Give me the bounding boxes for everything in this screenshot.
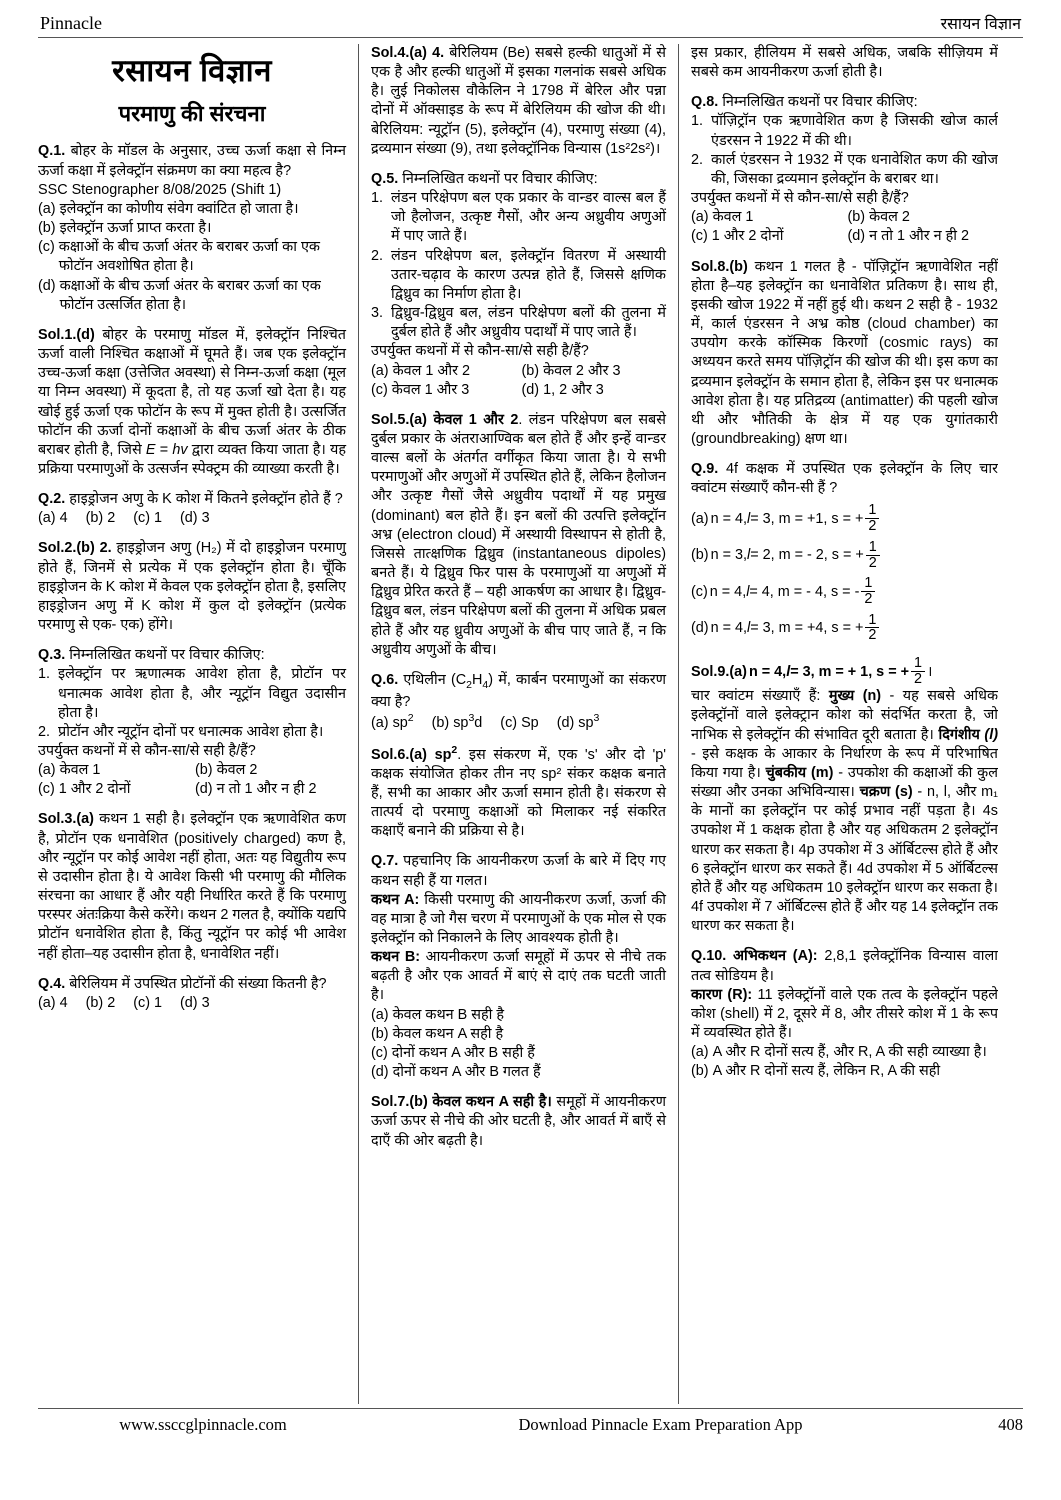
question-8-label: Q.8. xyxy=(691,94,719,111)
option-text: कक्षाओं के बीच ऊर्जा अंतर के बराबर ऊर्जा का एक फोटॉन उत्सर्जित होता है। xyxy=(59,277,321,313)
solution-2-answer: 2. xyxy=(99,540,112,557)
quantum-l-symbol: (l) xyxy=(984,726,998,743)
continued-paragraph: इस प्रकार, हीलियम में सबसे अधिक, जबकि सीज़ियम में सबसे कम आयनीकरण ऊर्जा होती है। xyxy=(691,45,998,81)
option-label: (d) xyxy=(691,620,709,637)
option-label: (d) xyxy=(371,1064,389,1081)
option-text-mid: = 3, m = +4, s = + xyxy=(750,620,864,637)
statement-number: 2. xyxy=(691,151,704,168)
option-text: केवल 2 xyxy=(216,762,258,779)
option-label: (c) xyxy=(691,228,708,245)
question-7 xyxy=(371,852,666,890)
question-4-label: Q.4. xyxy=(38,975,66,992)
statement-item xyxy=(38,723,346,742)
option-superscript: 2 xyxy=(407,711,414,724)
option-text-mid: = 3, m = +1, s = + xyxy=(750,511,864,528)
statement-item xyxy=(38,665,346,722)
option-label: (a) xyxy=(371,1006,389,1023)
question-10 xyxy=(691,947,998,985)
solution-9-t4: - n, l, और m₁ के मानों का इलेक्ट्रॉन पर कोई प्रभाव नहीं पड़ता है। 4s उपकोश में 1 कक्षक होता है और यह अधिकतम 2 इलेक्ट्रॉन धारण कर सकता है। 4p उपकोश में 3 ऑर्बिटल्स होते हैं और 6 इलेक्ट्रॉन धारण कर सकते हैं। 4d उपकोश में 5 ऑर्बिटल्स होते हैं और यह अधिकतम 10 इलेक्ट्रॉन धारण कर सकता है। 4f उपकोश में 7 ऑर्बिटल्स होते हैं और यह 14 इलेक्ट्रॉन तक धारण कर सकता है। xyxy=(691,784,998,935)
statement-text: लंडन परिक्षेपण बल, इलेक्ट्रॉन वितरण में अस्थायी उतार-चढ़ाव के कारण उत्पन्न होते हैं, जिससे क्षणिक द्विध्रुव का निर्माण होता है। xyxy=(391,247,666,302)
question-4-text: बेरिलियम में उपस्थित प्रोटॉनों की संख्या कितनी है? xyxy=(69,975,327,992)
fraction-numerator: 1 xyxy=(865,613,879,629)
option-text-pre: n = 4, xyxy=(710,620,747,637)
option-label: (c) xyxy=(500,714,518,731)
statement-number: 3. xyxy=(371,305,384,322)
option-row[interactable] xyxy=(180,994,210,1013)
quantum-number-spin: चक्रण (s) xyxy=(859,784,913,801)
solution-6-label: Sol.6.(a) xyxy=(371,746,427,763)
option-label: (b) xyxy=(847,209,866,226)
question-2-options xyxy=(38,509,346,528)
option-row[interactable] xyxy=(691,208,842,227)
question-8-statements xyxy=(691,112,998,189)
question-6-text-c: ) में, कार्बन परमाणुओं का संकरण क्या है? xyxy=(371,671,666,710)
option-text: 3 xyxy=(201,994,210,1011)
option-label: (b) xyxy=(431,714,450,731)
solution-6-answer: sp xyxy=(434,746,452,763)
solution-3-text: कथन 1 सही है। इलेक्ट्रॉन एक ऋणावेशित कण है, प्रोटॉन एक धनावेशित (positively charged) कण है, और न्यूट्रॉन पर कोई आवेश नहीं होता, अतः यह विद्युतीय रूप से उदासीन होता है। ये आवेश किसी भी परमाणु की मौलिक संरचना का आधार हैं और यही निर्धारित करते हैं कि परमाणु परस्पर अंतःक्रिया कैसे करेंगे। कथन 2 गलत है, क्योंकि यद्यपि प्रोटॉन धनावेशित होता है, किंतु न्यूट्रॉन पर कोई भी आवेश नहीं होता–यह उदासीन होता है, धनावेशित नहीं। xyxy=(38,811,346,962)
option-row[interactable] xyxy=(432,712,483,733)
solution-7 xyxy=(371,1093,666,1150)
option-label: (a) xyxy=(38,762,56,779)
fraction-numerator: 1 xyxy=(866,540,880,556)
formula-subscript: 2 xyxy=(466,678,472,691)
option-text: केवल कथन A सही है xyxy=(392,1025,504,1042)
statement-item xyxy=(371,247,666,304)
header-divider xyxy=(38,37,1023,38)
reason-text: 11 इलेक्ट्रॉनों वाले एक तत्व के इलेक्ट्रॉन पहले कोश (shell) में 2, दूसरे में 8, और तीसरे कोश में 1 के रूप में व्यवस्थित होते हैं। xyxy=(691,986,998,1041)
solution-8-label: Sol.8.(b) xyxy=(691,258,748,275)
solution-6 xyxy=(371,744,666,842)
running-head-left: Pinnacle xyxy=(40,13,102,33)
option-label: (d) xyxy=(556,714,575,731)
statement-a xyxy=(371,891,666,948)
option-text: कक्षाओं के बीच ऊर्जा अंतर के बराबर ऊर्जा का एक फोटॉन अवशोषित होता है। xyxy=(58,239,320,275)
option-row[interactable] xyxy=(38,238,346,276)
page-subtitle: परमाणु की संरचना xyxy=(118,101,266,127)
option-row[interactable] xyxy=(691,611,998,644)
statement-item xyxy=(371,189,666,246)
fraction-denominator: 2 xyxy=(914,670,923,687)
fraction-numerator: 1 xyxy=(861,576,875,592)
option-label: (a) xyxy=(38,510,56,527)
option-label: (b) xyxy=(371,1025,389,1042)
fraction-denominator: 2 xyxy=(868,627,877,644)
solution-9-pre: n = 4, xyxy=(748,663,787,680)
statement-number: 1. xyxy=(371,190,384,207)
question-7-label: Q.7. xyxy=(371,853,399,870)
solution-1-part2: द्वारा व्यक्त किया जाता है। यह प्रक्रिया परमाणुओं के उत्सर्जन स्पेक्ट्रम की व्याख्या करती है। xyxy=(38,441,346,477)
option-label: (c) xyxy=(371,381,388,398)
option-label: (d) xyxy=(180,510,198,527)
assertion-label: अभिकथन (A): xyxy=(732,948,818,965)
option-label: (b) xyxy=(85,510,104,527)
statement-text: पॉज़िट्रॉन एक ऋणावेशित कण है जिसकी खोज कार्ल एंडरसन ने 1922 में की थी। xyxy=(711,113,998,149)
question-1 xyxy=(38,142,346,180)
question-9-text: 4f कक्षक में उपस्थित एक इलेक्ट्रॉन के लिए चार क्वांटम संख्याएँ कौन-सी हैं ? xyxy=(691,461,998,497)
question-6-text-a: एथिलीन (C xyxy=(403,671,467,688)
solution-2 xyxy=(38,539,346,635)
option-text: Sp xyxy=(521,714,539,731)
option-row[interactable] xyxy=(371,1063,666,1082)
option-label: (b) xyxy=(85,994,104,1011)
running-head-right: रसायन विज्ञान xyxy=(940,16,1021,33)
option-label: (c) xyxy=(38,781,55,798)
solution-7-answer: केवल कथन A सही है। xyxy=(432,1094,552,1111)
option-label: (a) xyxy=(371,362,389,379)
option-text: केवल 2 xyxy=(869,209,910,226)
solution-6-text: . इस संकरण में, एक 's' और दो 'p' कक्षक संयोजित होकर तीन नए sp² संकर कक्षक बनाते हैं, सभी का आकार और ऊर्जा समान होती है। संकरण से तात्पर्य दो परमाणु कक्षाओं को मिलाकर नई संकरित कक्षाएँ बनाने की प्रक्रिया से है। xyxy=(371,746,666,840)
fraction xyxy=(865,613,879,643)
option-text: दोनों कथन A और B गलत हैं xyxy=(392,1064,541,1081)
question-9-label: Q.9. xyxy=(691,461,719,478)
option-row[interactable] xyxy=(38,219,346,238)
statement-text: कार्ल एंडरसन ने 1932 में एक धनावेशित कण की खोज की, जिसका द्रव्यमान इलेक्ट्रॉन के बराबर था। xyxy=(711,151,998,187)
solution-1 xyxy=(38,326,346,479)
option-row[interactable] xyxy=(691,1062,998,1081)
option-text-pre: n = 4, xyxy=(709,583,747,600)
question-2 xyxy=(38,490,346,509)
question-3-options xyxy=(38,761,346,799)
solution-9-post: । xyxy=(927,663,933,680)
option-text: न तो 1 और न ही 2 xyxy=(869,228,969,245)
reason-label: कारण (R): xyxy=(691,986,753,1003)
footer-app-promo: Download Pinnacle Exam Preparation App xyxy=(518,1415,803,1434)
solution-2-text: हाइड्रोजन अणु (H₂) में दो हाइड्रोजन परमाणु होते हैं, जिनमें से प्रत्येक में एक इलेक्ट्रॉन होता है। चूँकि हाइड्रोजन के K कोश में केवल एक इलेक्ट्रॉन होता है, इसलिए हाइड्रोजन अणु में K कोश में कुल दो इलेक्ट्रॉन (प्रत्येक परमाणु से एक- एक) होंगे। xyxy=(38,540,346,634)
question-4-options xyxy=(38,994,346,1013)
question-9 xyxy=(691,460,998,498)
option-row[interactable] xyxy=(86,509,116,528)
option-text: A और R दोनों सत्य हैं, लेकिन R, A की सही xyxy=(712,1063,941,1080)
solution-4-label: Sol.4.(a) xyxy=(371,45,427,61)
option-row[interactable] xyxy=(691,227,842,246)
solution-5-answer: केवल 1 और 2 xyxy=(433,411,519,428)
option-row[interactable] xyxy=(371,381,516,400)
option-text: केवल 1 xyxy=(712,209,754,226)
quantum-l-symbol: l xyxy=(747,620,751,637)
question-7-text: पहचानिए कि आयनीकरण ऊर्जा के बारे में दिए गए कथन सही हैं या गलत। xyxy=(371,853,666,889)
statement-b xyxy=(371,948,666,1005)
running-head xyxy=(38,10,1023,37)
quantum-l-symbol: l xyxy=(786,663,791,680)
option-text: 1 xyxy=(154,994,163,1011)
solution-8 xyxy=(691,258,998,450)
option-label: (d) xyxy=(195,781,213,798)
solution-4-answer: 4. xyxy=(432,45,445,61)
option-row[interactable] xyxy=(848,208,999,227)
option-text: 2 xyxy=(107,510,116,527)
quantum-l-symbol: l xyxy=(746,583,750,600)
quantum-l-symbol: l xyxy=(747,547,751,564)
option-text: 4 xyxy=(59,510,68,527)
option-label: (c) xyxy=(371,1044,388,1061)
option-label: (b) xyxy=(195,762,213,779)
solution-3-label: Sol.3.(a) xyxy=(38,811,94,828)
question-6 xyxy=(371,671,666,712)
question-5-text: निम्नलिखित कथनों पर विचार कीजिए: xyxy=(402,170,598,187)
quantum-number-magnetic: चुंबकीय (m) xyxy=(765,764,834,781)
statement-a-text: किसी परमाणु की आयनीकरण ऊर्जा, ऊर्जा की वह मात्रा है जो गैस चरण में परमाणुओं के एक मोल से एक इलेक्ट्रॉन को निकालने के लिए आवश्यक होती है। xyxy=(371,891,666,947)
solution-9-t2: - इसे कक्षक के आकार के निर्धारण के रूप में परिभाषित किया गया है। xyxy=(691,745,998,781)
option-text-pre: n = 4, xyxy=(710,511,747,528)
option-superscript: 3 xyxy=(468,711,475,724)
option-row[interactable] xyxy=(86,994,116,1013)
option-row[interactable] xyxy=(195,780,346,799)
question-6-options xyxy=(371,712,666,733)
option-text: केवल कथन B सही है xyxy=(392,1006,504,1023)
question-3-label: Q.3. xyxy=(38,647,66,664)
footer-website[interactable]: www.ssccglpinnacle.com xyxy=(119,1415,287,1434)
question-5 xyxy=(371,170,666,189)
option-text: केवल 1 और 3 xyxy=(391,381,470,398)
quantum-number-azimuthal: दिगंशीय xyxy=(938,726,980,743)
option-row[interactable] xyxy=(38,277,346,315)
option-row[interactable] xyxy=(557,712,600,733)
option-label: (b) xyxy=(691,1063,709,1080)
solution-9-t3: - उपकोश की कक्षाओं की कुल संख्या और उनका अभिविन्यास। xyxy=(691,764,998,801)
formula-subscript: 4 xyxy=(482,678,489,691)
option-text: दोनों कथन A और B सही हैं xyxy=(391,1044,535,1061)
question-8-text: निम्नलिखित कथनों पर विचार कीजिए: xyxy=(722,94,918,111)
option-label: (b) xyxy=(38,220,56,237)
solution-4-text: बेरिलियम (Be) सबसे हल्की धातुओं में से एक है और हल्की धातुओं में इसका गलनांक सबसे अधिक है। लुई निकोलस वौकेलिन ने 1798 में बेरिल और पन्ना दोनों में ऑक्साइड के रूप में बेरिलियम की खोज की थी। बेरिलियम: न्यूट्रॉन (5), इलेक्ट्रॉन (4), परमाणु संख्या (4), द्रव्यमान संख्या (9), तथा इलेक्ट्रॉनिक विन्यास (1s²2s²)। xyxy=(371,45,666,157)
option-row[interactable] xyxy=(38,200,346,219)
option-row[interactable] xyxy=(38,509,68,528)
question-2-text: हाइड्रोजन अणु के K कोश में कितने इलेक्ट्रॉन होते हैं ? xyxy=(69,491,343,508)
option-row[interactable] xyxy=(371,362,516,381)
option-text: sp xyxy=(453,714,469,731)
solution-5-text: . लंडन परिक्षेपण बल सबसे दुर्बल प्रकार के अंतराआण्विक बल होते हैं और इन्हें वान्डर वाल्स बलों के अंतर्गत वर्गीकृत किया जाता है। ये सभी परमाणुओं और अणुओं में उपस्थित होते हैं, लेकिन हैलोजन और उत्कृष्ट गैसों जैसे अध्रुवीय पदार्थों में यह प्रमुख (dominant) बल होते हैं। इन बलों की उत्पत्ति इलेक्ट्रॉन अभ्र (electron cloud) में अस्थायी विस्थापन से होती है, जिससे तात्क्षणिक द्विध्रुव (instantaneous dipoles) बनते हैं। ये द्विध्रुव फिर पास के परमाणुओं या अणुओं में द्विध्रुव प्रेरित करते हैं – यही आकर्षण का आधार है। द्विध्रुव-द्विध्रुव बल, लंडन परिक्षेपण बलों की तुलना में अधिक प्रबल होते हैं और यह ध्रुवीय अणुओं के बीच पाए जाते हैं, न कि अध्रुवीय अणुओं के बीच। xyxy=(371,411,667,658)
option-text: 1 और 2 दोनों xyxy=(711,228,784,245)
option-label: (c) xyxy=(133,994,150,1011)
option-text: 3 xyxy=(201,510,210,527)
formula-e: E xyxy=(145,441,156,458)
option-text: sp xyxy=(392,714,408,731)
option-row[interactable] xyxy=(133,994,162,1013)
page-number: 408 xyxy=(998,1415,1023,1434)
option-text: इलेक्ट्रॉन का कोणीय संवेग क्वांटित हो जाता है। xyxy=(59,200,299,217)
solution-7-text: समूहों में आयनीकरण ऊर्जा ऊपर से नीचे की ओर घटती है, और आवर्त में बाएँ से दाएँ की ओर बढ़ती है। xyxy=(371,1094,666,1149)
option-row[interactable] xyxy=(38,994,68,1013)
option-label: (d) xyxy=(180,994,198,1011)
option-label: (a) xyxy=(691,1044,709,1061)
fraction xyxy=(911,656,925,686)
statement-number: 2. xyxy=(38,723,51,740)
statement-b-label: कथन B: xyxy=(371,949,421,966)
question-5-label: Q.5. xyxy=(371,170,399,187)
question-5-prompt: उपर्युक्त कथनों में से कौन-सा/से सही है/हैं? xyxy=(371,343,589,360)
statement-b-text: आयनीकरण ऊर्जा समूहों में ऊपर से नीचे तक बढ़ती है और एक आवर्त में बाएं से दाएं तक घटती जाती है। xyxy=(371,949,666,1004)
option-row[interactable] xyxy=(371,1006,666,1025)
option-row[interactable] xyxy=(500,712,538,733)
option-label: (d) xyxy=(847,228,866,245)
statement-text: द्विध्रुव-द्विध्रुव बल, लंडन परिक्षेपण बलों की तुलना में दुर्बल होते हैं और अध्रुवीय पदार्थों में पाए जाते हैं। xyxy=(391,305,666,341)
question-1-text: बोहर के मॉडल के अनुसार, उच्च ऊर्जा कक्षा से निम्न ऊर्जा कक्षा में इलेक्ट्रॉन संक्रमण का क्या महत्व है? xyxy=(38,143,346,179)
option-text-mid: = 2, m = - 2, s = + xyxy=(750,547,864,564)
option-label: (a) xyxy=(691,209,709,226)
column-middle xyxy=(358,44,678,1404)
statement-number: 1. xyxy=(691,113,704,130)
option-text-pre: n = 3, xyxy=(710,547,747,564)
solution-7-label: Sol.7.(b) xyxy=(371,1094,428,1111)
option-text: केवल 1 और 2 xyxy=(392,362,471,379)
option-text: केवल 2 और 3 xyxy=(543,362,621,379)
option-row[interactable] xyxy=(691,1043,998,1062)
fraction-denominator: 2 xyxy=(868,518,877,535)
option-text-mid: = 4, m = - 4, s = - xyxy=(749,583,860,600)
option-text: 1, 2 और 3 xyxy=(543,381,604,398)
question-5-options xyxy=(371,362,666,400)
option-text: 1 और 2 दोनों xyxy=(58,781,131,798)
statement-text: इलेक्ट्रॉन पर ऋणात्मक आवेश होता है, प्रोटॉन पर धनात्मक आवेश होता है, और न्यूट्रॉन विद्युत उदासीन होता है। xyxy=(58,666,346,721)
page-footer xyxy=(38,1413,1023,1435)
option-row[interactable] xyxy=(848,227,999,246)
column-right xyxy=(678,44,998,1404)
question-2-label: Q.2. xyxy=(38,491,66,508)
statement-item xyxy=(691,151,998,189)
formula-hv: hv xyxy=(172,441,188,458)
fraction xyxy=(861,576,875,606)
option-label: (c) xyxy=(38,239,55,256)
option-row[interactable] xyxy=(180,509,210,528)
solution-5 xyxy=(371,411,666,660)
fraction-denominator: 2 xyxy=(864,590,873,607)
option-label: (a) xyxy=(371,714,389,731)
option-row[interactable] xyxy=(371,1044,666,1063)
option-label: (c) xyxy=(133,510,150,527)
option-text: sp xyxy=(578,714,594,731)
solution-2-label: Sol.2.(b) xyxy=(38,540,95,557)
question-6-label: Q.6. xyxy=(371,671,399,688)
option-text: 2 xyxy=(107,994,116,1011)
question-8-options xyxy=(691,208,998,246)
statement-number: 1. xyxy=(38,666,51,683)
option-text: न तो 1 और न ही 2 xyxy=(216,781,317,798)
page-title: रसायन विज्ञान xyxy=(112,53,272,88)
question-10-label: Q.10. xyxy=(691,948,727,965)
solution-9-label: Sol.9.(a) xyxy=(691,663,747,680)
question-4 xyxy=(38,975,346,994)
question-1-label: Q.1. xyxy=(38,143,66,160)
formula-eq: = xyxy=(155,441,173,458)
fraction-numerator: 1 xyxy=(911,656,925,672)
solution-9-intro: चार क्वांटम संख्याएँ हैं: xyxy=(691,688,829,705)
option-superscript: 3 xyxy=(593,711,600,724)
option-label: (b) xyxy=(521,362,540,379)
solution-1-part1: बोहर के परमाणु मॉडल में, इलेक्ट्रॉन निश्चित ऊर्जा वाली निश्चित कक्षाओं में घूमते हैं। जब एक इलेक्ट्रॉन उच्च-ऊर्जा कक्षा (उत्तेजित अवस्था) से निम्न-ऊर्जा कक्षा (मूल या निम्न अवस्था) में कूदता है, तो यह ऊर्जा खो देता है। यह खोई हुई ऊर्जा एक फोटॉन के रूप में मुक्त होती है। उत्सर्जित फोटॉन की ऊर्जा दोनों कक्षाओं के बीच ऊर्जा अंतर के ठीक बराबर होती है, जिसे xyxy=(38,326,347,458)
option-label: (a) xyxy=(38,994,56,1011)
option-row[interactable] xyxy=(522,381,667,400)
option-label: (a) xyxy=(38,200,56,217)
option-label: (b) xyxy=(691,547,709,564)
option-text: 4 xyxy=(59,994,68,1011)
quantum-number-principal: मुख्य (n) xyxy=(828,688,882,705)
question-8 xyxy=(691,93,998,112)
option-text-tail: d xyxy=(474,714,483,731)
solution-9-answer-line xyxy=(691,654,998,687)
option-row[interactable] xyxy=(38,780,189,799)
option-row[interactable] xyxy=(38,761,189,780)
question-3-text: निम्नलिखित कथनों पर विचार कीजिए: xyxy=(69,647,265,664)
option-row[interactable] xyxy=(371,712,414,733)
statement-text: प्रोटॉन और न्यूट्रॉन दोनों पर धनात्मक आवेश होता है। xyxy=(58,723,324,740)
question-6-text-b: H xyxy=(472,671,483,688)
solution-5-label: Sol.5.(a) xyxy=(371,411,427,428)
option-row[interactable] xyxy=(691,504,998,534)
solution-9-mid: = 3, m = + 1, s = + xyxy=(790,663,909,680)
option-label: (c) xyxy=(691,583,708,600)
assertion-text: 2,8,1 इलेक्ट्रॉनिक विन्यास वाला तत्व सोडियम है। xyxy=(691,948,998,984)
statement-number: 2. xyxy=(371,247,384,264)
question-5-statements xyxy=(371,189,666,342)
question-3-statements xyxy=(38,665,346,742)
option-text: केवल 1 xyxy=(59,762,101,779)
option-text: इलेक्ट्रॉन ऊर्जा प्राप्त करता है। xyxy=(59,220,212,237)
fraction xyxy=(865,503,879,533)
reason-block xyxy=(691,986,998,1043)
statement-text: लंडन परिक्षेपण बल एक प्रकार के वान्डर वाल्स बल हैं जो हैलोजन, उत्कृष्ट गैसों, और अन्य अध्रुवीय अणुओं में पाए जाते हैं। xyxy=(391,190,666,245)
question-3-prompt: उपर्युक्त कथनों में से कौन-सा/से सही है/हैं? xyxy=(38,743,256,759)
option-row[interactable] xyxy=(371,1025,666,1044)
solution-9-body xyxy=(691,687,998,936)
question-1-source: SSC Stenographer 8/08/2025 (Shift 1) xyxy=(38,181,282,198)
question-8-prompt: उपर्युक्त कथनों में से कौन-सा/से सही है/हैं? xyxy=(691,190,909,207)
option-label: (d) xyxy=(521,381,540,398)
fraction xyxy=(866,540,880,570)
column-left xyxy=(38,44,358,1404)
option-row[interactable] xyxy=(691,577,998,607)
option-row[interactable] xyxy=(522,362,667,381)
solution-9-t1: - यह सबसे अधिक इलेक्ट्रॉनों वाले इलेक्ट्रान कोश को संदर्भित करता है, जो नाभिक से इलेक्ट्रॉन की संभावित दूरी बताता है। xyxy=(691,688,998,743)
solution-1-label: Sol.1.(d) xyxy=(38,326,95,343)
statement-a-label: कथन A: xyxy=(371,891,420,908)
option-row[interactable] xyxy=(195,761,346,780)
solution-8-text: कथन 1 गलत है - पॉज़िट्रॉन ऋणावेशित नहीं होता है–यह इलेक्ट्रॉन का धनावेशित प्रतिकण है। साथ ही, इसकी खोज 1922 में नहीं हुई थी। कथन 2 सही है - 1932 में, कार्ल एंडरसन ने अभ्र कोष्ठ (cloud chamber) का उपयोग करके कॉस्मिक किरणों (cosmic rays) का अध्ययन करते समय पॉज़िट्रॉन की खोज की थी। इस कण का द्रव्यमान इलेक्ट्रॉन के समान होता है, लेकिन इस पर धनात्मक आवेश होता है। यह प्रतिद्रव्य (antimatter) की पहली खोज थी और भौतिकी के क्षेत्र में यह एक युगांतकारी (groundbreaking) क्षण था। xyxy=(691,258,998,447)
option-row[interactable] xyxy=(133,509,162,528)
option-text: A और R दोनों सत्य हैं, और R, A की सही व्याख्या है। xyxy=(712,1044,987,1061)
solution-4 xyxy=(371,44,666,159)
statement-item xyxy=(371,304,666,342)
option-row[interactable] xyxy=(691,538,998,571)
fraction-numerator: 1 xyxy=(865,503,879,519)
statement-item xyxy=(691,112,998,150)
quantum-l-symbol: l xyxy=(747,511,751,528)
question-3 xyxy=(38,646,346,665)
footer-divider xyxy=(38,1408,1023,1409)
solution-6-superscript: 2 xyxy=(451,743,458,756)
three-column-body xyxy=(38,44,1023,1404)
fraction-denominator: 2 xyxy=(868,554,877,571)
option-label: (a) xyxy=(691,511,709,528)
solution-3 xyxy=(38,810,346,963)
option-label: (d) xyxy=(38,277,56,294)
option-text: 1 xyxy=(154,510,163,527)
